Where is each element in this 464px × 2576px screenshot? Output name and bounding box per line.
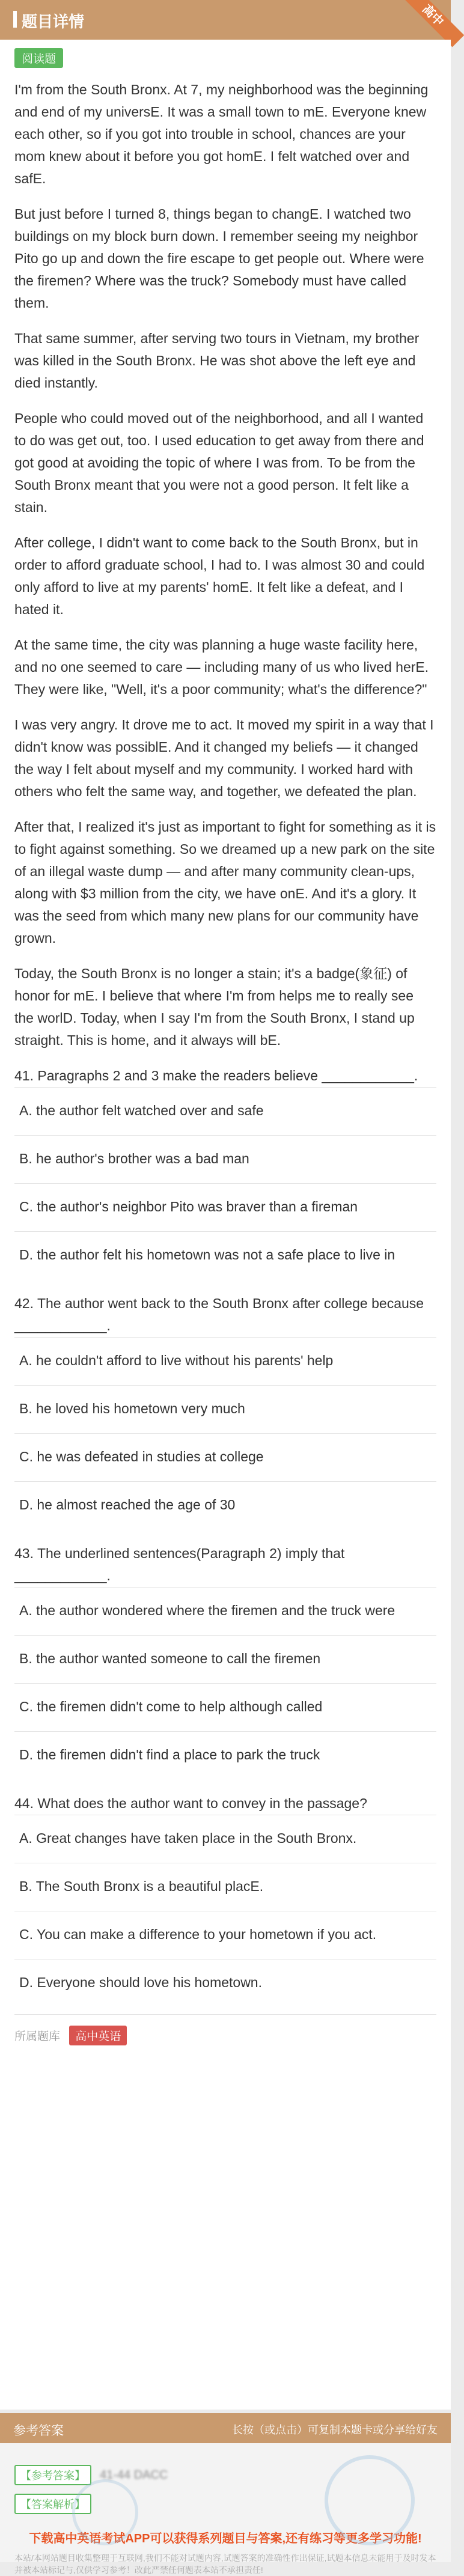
option-c[interactable]: C. he was defeated in studies at college — [14, 1433, 436, 1481]
option-b[interactable]: B. he author's brother was a bad man — [14, 1135, 436, 1183]
question-card — [0, 40, 451, 2410]
passage-paragraph: I was very angry. It drove me to act. It moved my spirit in a way that I didn't know was possiblE. And it changed my beliefs — it changed the way I felt about myself and my community. I worked hard with others who felt the same way, and together, we defeated the plan. — [14, 717, 434, 799]
option-a[interactable]: A. he couldn't afford to live without his parents' help — [14, 1337, 436, 1385]
option-d[interactable]: D. Everyone should love his hometown. — [14, 1959, 436, 2007]
question-source — [14, 2014, 436, 2045]
option-d[interactable]: D. the firemen didn't find a place to park the truck — [14, 1731, 436, 1779]
watermark-stamp — [72, 2479, 138, 2545]
page-title: 题目详情 — [22, 13, 85, 31]
question-stem: 41. Paragraphs 2 and 3 make the readers believe ____________. — [14, 1068, 418, 1083]
level-ribbon-label: 高中 — [401, 0, 464, 47]
option-a[interactable]: A. the author felt watched over and safe — [14, 1087, 436, 1135]
question-42 — [14, 1293, 436, 1529]
passage-paragraph: I'm from the South Bronx. At 7, my neighborhood was the beginning and end of my universE. It was a small town to mE. Everyone knew each other, so if you got into trouble in school, chances are your mom knew about it before you got homE. I felt watched over and safE. — [14, 82, 429, 186]
option-a[interactable]: A. the author wondered where the firemen and the truck were — [14, 1587, 436, 1635]
question-44 — [14, 1792, 436, 2007]
option-c[interactable]: C. the firemen didn't come to help although called — [14, 1683, 436, 1731]
page-header — [0, 0, 451, 40]
answer-header — [0, 2413, 451, 2443]
passage-paragraph: After college, I didn't want to come back to the South Bronx, but in order to afford graduate school, I had to. I was almost 30 and could only afford to live at my parents' homE. It felt like a defeat, and I hated it. — [14, 535, 425, 617]
option-c[interactable]: C. You can make a difference to your hometown if you act. — [14, 1911, 436, 1959]
option-b[interactable]: B. he loved his hometown very much — [14, 1385, 436, 1433]
disclaimer-text: 本站/本网站题目收集整理于互联网,我们不能对试题内容,试题答案的准确性作出保证,试题本信息未能用于及时发本并被本站标记与,仅供学习参考！改此严禁任何题表本站不承担责任! — [14, 2553, 436, 2575]
option-b[interactable]: B. the author wanted someone to call the firemen — [14, 1635, 436, 1683]
question-stem: 42. The author went back to the South Bronx after college because ____________. — [14, 1296, 424, 1333]
passage-paragraph: People who could moved out of the neighborhood, and all I wanted to do was get out, too. I used education to get away from there and got good at avoiding the topic of where I was from. To be from the South Bronx meant that you were not a good person. It felt like a stain. — [14, 410, 424, 515]
answer-analysis-label: 【答案解析】 — [14, 2494, 91, 2514]
app-download-promo[interactable]: 下载高中英语考试APP可以获得系列题目与答案,还有练习等更多学习功能! — [29, 2532, 422, 2545]
question-type-badge: 阅读题 — [14, 48, 63, 68]
question-41 — [14, 1065, 436, 1279]
passage-paragraph: Today, the South Bronx is no longer a stain; it's a badge(象征) of honor for mE. I believe that where I'm from helps me to really see the worlD. Today, when I say I'm from the South Bronx, I stand up straight. This is home, and it always will bE. — [14, 966, 415, 1048]
passage-paragraph: At the same time, the city was planning a huge waste facility here, and no one seemed to care — including many of us who lived herE. They were like, "Well, it's a poor community; what's the difference?" — [14, 637, 429, 697]
passage-paragraph: But just before I turned 8, things began to changE. I watched two buildings on my block burn down. I remember seeing my neighbor Pito go up and down the fire escape to get people out. Where were the firemen? Where was the truck? Somebody must have called them. — [14, 206, 424, 311]
option-b[interactable]: B. The South Bronx is a beautiful placE. — [14, 1863, 436, 1911]
question-43 — [14, 1542, 436, 1779]
question-stem: 43. The underlined sentences(Paragraph 2) imply that ____________. — [14, 1545, 345, 1583]
passage-paragraph: After that, I realized it's just as important to fight for something as it is to fight against something. So we dreamed up a new park on the site of an illegal waste dump — and after many community clean-ups, along with $3 million from the city, we have onE. And it's a glory. It was the seed from which many new plans for our community have grown. — [14, 819, 436, 946]
passage-paragraph: That same summer, after serving two tours in Vietnam, my brother was killed in the South Bronx. He was shot above the left eye and died instantly. — [14, 330, 420, 391]
answer-key-label: 【参考答案】 — [14, 2465, 91, 2485]
answer-title: 参考答案 — [13, 2424, 64, 2438]
option-d[interactable]: D. the author felt his hometown was not a safe place to live in — [14, 1231, 436, 1279]
reading-passage — [14, 79, 436, 1052]
header-accent-bar — [13, 11, 17, 28]
level-ribbon — [397, 0, 451, 40]
source-tag[interactable]: 高中英语 — [69, 2026, 127, 2045]
answer-panel[interactable] — [0, 2443, 451, 2575]
option-c[interactable]: C. the author's neighbor Pito was braver than a fireman — [14, 1183, 436, 1231]
option-a[interactable]: A. Great changes have taken place in the South Bronx. — [14, 1815, 436, 1863]
source-label: 所属题库 — [14, 2030, 61, 2043]
question-stem: 44. What does the author want to convey in the passage? — [14, 1795, 367, 1811]
copy-share-hint[interactable]: 长按（或点击）可复制本题卡或分享给好友 — [232, 2424, 438, 2436]
option-d[interactable]: D. he almost reached the age of 30 — [14, 1481, 436, 1529]
answer-key-value: 41-44 DACC — [100, 2468, 168, 2482]
